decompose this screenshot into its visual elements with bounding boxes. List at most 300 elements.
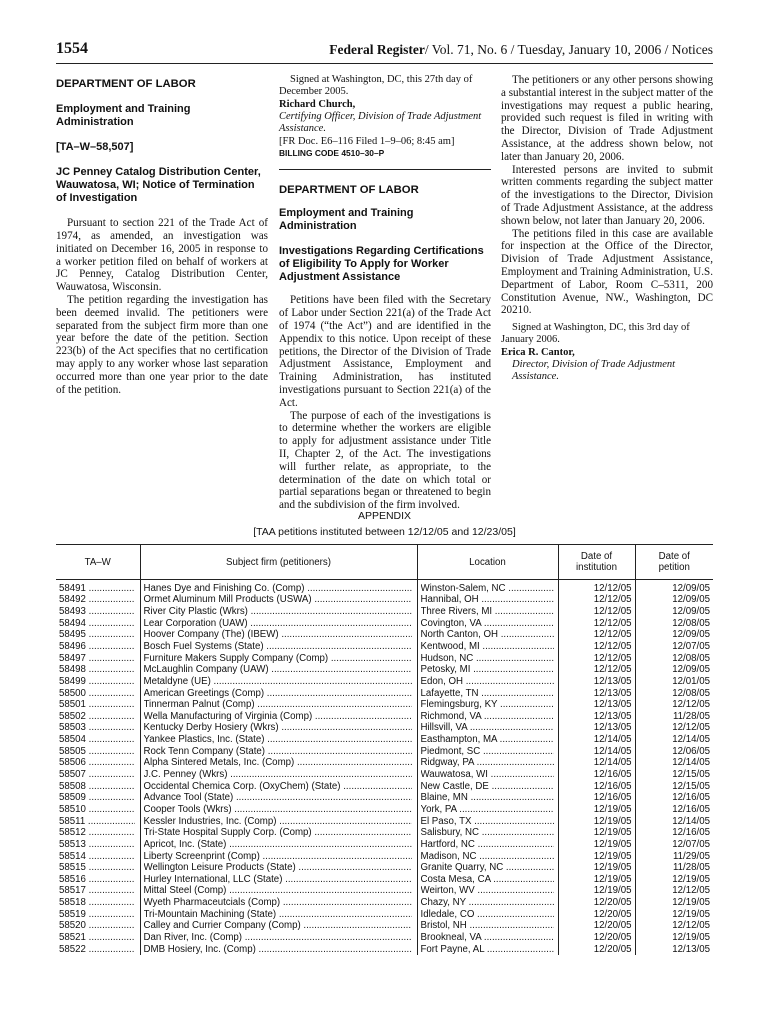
- column-1: [56, 74, 268, 396]
- notice2-signed: Signed at Washington, DC, this 3rd day of January 2006.: [501, 322, 690, 346]
- ta-w-number-text: 58499 .....: [59, 676, 135, 687]
- location-text: Wauwatosa, WI .....: [421, 769, 554, 780]
- cell-date-of-institution: [558, 734, 635, 746]
- cell-date-of-institution: [558, 606, 635, 618]
- cell-ta-w-number: [56, 885, 140, 897]
- cell-date-of-petition: [635, 932, 713, 944]
- date-of-institution-text: 12/16/05: [593, 792, 632, 804]
- subject-firm-text: Calley and Currier Company (Comp) .....: [144, 920, 412, 931]
- ta-w-number-text: 58506 .....: [59, 757, 135, 768]
- table-row: [56, 699, 713, 711]
- subject-firm-text: Hurley International, LLC (State) .....: [144, 874, 412, 885]
- notice1-signed: Signed at Washington, DC, this 27th day of December 2005.: [279, 74, 473, 97]
- cell-date-of-institution: [558, 815, 635, 827]
- date-of-petition-text: 12/09/05: [672, 583, 710, 595]
- date-of-institution-text: 12/19/05: [593, 850, 632, 862]
- date-of-petition-text: 12/08/05: [672, 687, 710, 699]
- date-of-institution-text: 12/12/05: [593, 617, 632, 629]
- subject-firm-text: Ormet Aluminum Mill Products (USWA) .....: [144, 594, 412, 605]
- cell-date-of-institution: [558, 676, 635, 688]
- cell-location: [417, 897, 558, 909]
- date-of-petition-text: 12/19/05: [672, 908, 710, 920]
- date-of-petition-text: 12/14/05: [672, 815, 710, 827]
- location-text: Blaine, MN .....: [421, 792, 554, 803]
- location-text: Fort Payne, AL .....: [421, 944, 554, 955]
- cell-subject-firm: [140, 920, 417, 932]
- cell-subject-firm: [140, 897, 417, 909]
- date-of-institution-text: 12/13/05: [593, 699, 632, 711]
- cell-date-of-petition: [635, 641, 713, 653]
- cell-date-of-institution: [558, 908, 635, 920]
- appendix-heading: [56, 508, 713, 540]
- location-text: North Canton, OH .....: [421, 629, 554, 640]
- cell-location: [417, 804, 558, 816]
- cell-location: [417, 734, 558, 746]
- location-text: Granite Quarry, NC .....: [421, 862, 554, 873]
- cell-ta-w-number: [56, 804, 140, 816]
- table-row: [56, 617, 713, 629]
- cell-ta-w-number: [56, 745, 140, 757]
- table-row: [56, 920, 713, 932]
- cell-ta-w-number: [56, 932, 140, 944]
- cell-date-of-petition: [635, 711, 713, 723]
- cell-date-of-institution: [558, 687, 635, 699]
- location-text: Hillsvill, VA .....: [421, 722, 554, 733]
- cell-ta-w-number: [56, 873, 140, 885]
- date-of-petition-text: 12/19/05: [672, 897, 710, 909]
- cell-date-of-petition: [635, 617, 713, 629]
- cell-ta-w-number: [56, 815, 140, 827]
- date-of-institution-text: 12/13/05: [593, 710, 632, 722]
- ta-w-number-text: 58509 .....: [59, 792, 135, 803]
- subject-firm-text: Bosch Fuel Systems (State) .....: [144, 641, 412, 652]
- table-row: [56, 594, 713, 606]
- cell-ta-w-number: [56, 920, 140, 932]
- date-of-institution-text: 12/12/05: [593, 652, 632, 664]
- cell-location: [417, 885, 558, 897]
- cell-date-of-petition: [635, 580, 713, 595]
- cell-subject-firm: [140, 734, 417, 746]
- table-row: [56, 629, 713, 641]
- cell-date-of-institution: [558, 629, 635, 641]
- date-of-institution-text: 12/20/05: [593, 908, 632, 920]
- subject-firm-text: Occidental Chemica Corp. (OxyChem) (State) .....: [144, 781, 412, 792]
- table-row: [56, 652, 713, 664]
- ta-w-number-text: 58516 .....: [59, 874, 135, 885]
- ta-w-number-text: 58514 .....: [59, 851, 135, 862]
- date-of-institution-text: 12/14/05: [593, 734, 632, 746]
- cell-ta-w-number: [56, 699, 140, 711]
- date-of-petition-text: 12/08/05: [672, 652, 710, 664]
- cell-date-of-petition: [635, 664, 713, 676]
- cell-subject-firm: [140, 943, 417, 955]
- cell-ta-w-number: [56, 908, 140, 920]
- ta-w-number-text: 58513 .....: [59, 839, 135, 850]
- cell-ta-w-number: [56, 792, 140, 804]
- cell-location: [417, 711, 558, 723]
- cell-date-of-institution: [558, 641, 635, 653]
- table-row: [56, 676, 713, 688]
- notice2-title: Investigations Regarding Certifications of Eligibility To Apply for Worker Adjustment Assistance: [279, 244, 484, 284]
- cell-subject-firm: [140, 839, 417, 851]
- table-row: [56, 580, 713, 595]
- cell-ta-w-number: [56, 850, 140, 862]
- cell-date-of-petition: [635, 850, 713, 862]
- cell-subject-firm: [140, 652, 417, 664]
- cell-ta-w-number: [56, 652, 140, 664]
- date-of-petition-text: 12/15/05: [672, 769, 710, 781]
- location-text: Petosky, MI .....: [421, 664, 554, 675]
- ta-w-number-text: 58522 .....: [59, 944, 135, 955]
- table-row: [56, 897, 713, 909]
- cell-date-of-petition: [635, 908, 713, 920]
- cell-location: [417, 699, 558, 711]
- cell-location: [417, 757, 558, 769]
- cell-location: [417, 862, 558, 874]
- table-row: [56, 792, 713, 804]
- date-of-institution-text: 12/12/05: [593, 606, 632, 618]
- subject-firm-text: Kessler Industries, Inc. (Comp) .....: [144, 816, 412, 827]
- location-text: Richmond, VA .....: [421, 711, 554, 722]
- ta-w-number-text: 58495 .....: [59, 629, 135, 640]
- cell-ta-w-number: [56, 676, 140, 688]
- table-row: [56, 932, 713, 944]
- cell-subject-firm: [140, 641, 417, 653]
- notice2-agency: Employment and Training Administration: [279, 206, 414, 232]
- column-header-date-institution: Date of institution: [558, 545, 635, 580]
- location-text: Covington, VA .....: [421, 618, 554, 629]
- cell-ta-w-number: [56, 641, 140, 653]
- notice-divider: [279, 169, 491, 170]
- date-of-petition-text: 11/28/05: [673, 862, 710, 874]
- petitions-table: [56, 544, 713, 955]
- subject-firm-text: Yankee Plastics, Inc. (State) .....: [144, 734, 412, 745]
- cell-date-of-petition: [635, 722, 713, 734]
- location-text: Hannibal, OH .....: [421, 594, 554, 605]
- subject-firm-text: Alpha Sintered Metals, Inc. (Comp) .....: [144, 757, 412, 768]
- cell-date-of-institution: [558, 664, 635, 676]
- location-text: Piedmont, SC .....: [421, 746, 554, 757]
- cell-date-of-petition: [635, 804, 713, 816]
- subject-firm-text: Kentucky Derby Hosiery (Wkrs) .....: [144, 722, 412, 733]
- date-of-petition-text: 12/07/05: [672, 838, 710, 850]
- cell-date-of-petition: [635, 827, 713, 839]
- subject-firm-text: Metaldyne (UE) .....: [144, 676, 412, 687]
- date-of-petition-text: 12/16/05: [672, 792, 710, 804]
- notice1-docket: [TA–W–58,507]: [56, 140, 134, 153]
- cell-location: [417, 850, 558, 862]
- cell-ta-w-number: [56, 862, 140, 874]
- date-of-petition-text: 12/06/05: [672, 745, 710, 757]
- cell-ta-w-number: [56, 594, 140, 606]
- cell-date-of-institution: [558, 757, 635, 769]
- date-of-institution-text: 12/19/05: [593, 815, 632, 827]
- cell-date-of-institution: [558, 792, 635, 804]
- cell-ta-w-number: [56, 897, 140, 909]
- date-of-institution-text: 12/13/05: [593, 675, 632, 687]
- cell-date-of-institution: [558, 722, 635, 734]
- table-row: [56, 862, 713, 874]
- date-of-institution-text: 12/20/05: [593, 931, 632, 943]
- table-row: [56, 664, 713, 676]
- date-of-institution-text: 12/19/05: [593, 862, 632, 874]
- table-header-row: [56, 545, 713, 580]
- location-text: Edon, OH .....: [421, 676, 554, 687]
- table-row: [56, 815, 713, 827]
- table-row: [56, 722, 713, 734]
- ta-w-number-text: 58505 .....: [59, 746, 135, 757]
- notice1-agency: Employment and Training Administration: [56, 102, 191, 128]
- date-of-petition-text: 12/19/05: [672, 873, 710, 885]
- date-of-petition-text: 12/07/05: [672, 640, 710, 652]
- cell-subject-firm: [140, 769, 417, 781]
- ta-w-number-text: 58520 .....: [59, 920, 135, 931]
- cell-ta-w-number: [56, 687, 140, 699]
- appendix-title: APPENDIX: [357, 510, 412, 522]
- cell-ta-w-number: [56, 769, 140, 781]
- ta-w-number-text: 58519 .....: [59, 909, 135, 920]
- cell-ta-w-number: [56, 580, 140, 595]
- subject-firm-text: Wyeth Pharmaceutcials (Comp) .....: [144, 897, 412, 908]
- location-text: Flemingsburg, KY .....: [421, 699, 554, 710]
- cell-date-of-petition: [635, 687, 713, 699]
- table-row: [56, 873, 713, 885]
- cell-date-of-institution: [558, 580, 635, 595]
- cell-ta-w-number: [56, 617, 140, 629]
- running-head: [329, 42, 713, 58]
- ta-w-number-text: 58518 .....: [59, 897, 135, 908]
- notice1-paragraph: Pursuant to section 221 of the Trade Act of 1974, as amended, an investigation was initiated on December 16, 2005 in response to a worker petition filed on behalf of workers at JC Penney, Catalog Distribution Center, Wauwatosa, Wisconsin.: [56, 217, 268, 294]
- table-row: [56, 908, 713, 920]
- subject-firm-text: McLaughlin Company (UAW) .....: [144, 664, 412, 675]
- date-of-petition-text: 12/09/05: [672, 594, 710, 606]
- date-of-petition-text: 12/13/05: [672, 943, 710, 955]
- date-of-institution-text: 12/12/05: [593, 664, 632, 676]
- location-text: Winston-Salem, NC .....: [421, 583, 554, 594]
- cell-subject-firm: [140, 629, 417, 641]
- appendix-subtitle: [TAA petitions instituted between 12/12/05 and 12/23/05]: [253, 526, 516, 538]
- cell-location: [417, 873, 558, 885]
- cell-subject-firm: [140, 827, 417, 839]
- table-row: [56, 757, 713, 769]
- notice2-signer-title: Director, Division of Trade Adjustment Assistance.: [512, 359, 676, 383]
- date-of-institution-text: 12/20/05: [593, 897, 632, 909]
- notice1-department: DEPARTMENT OF LABOR: [56, 78, 196, 90]
- date-of-institution-text: 12/19/05: [593, 838, 632, 850]
- table-row: [56, 687, 713, 699]
- location-text: Salisbury, NC .....: [421, 827, 554, 838]
- cell-subject-firm: [140, 676, 417, 688]
- table-row: [56, 711, 713, 723]
- cell-ta-w-number: [56, 664, 140, 676]
- location-text: Kentwood, MI .....: [421, 641, 554, 652]
- cell-date-of-petition: [635, 862, 713, 874]
- date-of-petition-text: 12/12/05: [672, 920, 710, 932]
- page-header: [56, 40, 713, 64]
- cell-subject-firm: [140, 885, 417, 897]
- cell-location: [417, 827, 558, 839]
- cell-location: [417, 943, 558, 955]
- cell-date-of-institution: [558, 897, 635, 909]
- notice1-fr-doc: [FR Doc. E6–116 Filed 1–9–06; 8:45 am]: [279, 136, 455, 147]
- cell-date-of-petition: [635, 699, 713, 711]
- cell-date-of-institution: [558, 839, 635, 851]
- subject-firm-text: Lear Corporation (UAW) .....: [144, 618, 412, 629]
- cell-location: [417, 932, 558, 944]
- cell-date-of-institution: [558, 769, 635, 781]
- cell-subject-firm: [140, 617, 417, 629]
- cell-date-of-petition: [635, 606, 713, 618]
- table-row: [56, 769, 713, 781]
- subject-firm-text: Mittal Steel (Comp) .....: [144, 885, 412, 896]
- cell-location: [417, 580, 558, 595]
- subject-firm-text: Apricot, Inc. (State) .....: [144, 839, 412, 850]
- ta-w-number-text: 58492 .....: [59, 594, 135, 605]
- cell-location: [417, 617, 558, 629]
- date-of-institution-text: 12/19/05: [593, 885, 632, 897]
- subject-firm-text: Furniture Makers Supply Company (Comp) .....: [144, 653, 412, 664]
- table-row: [56, 943, 713, 955]
- cell-subject-firm: [140, 873, 417, 885]
- location-text: Costa Mesa, CA .....: [421, 874, 554, 885]
- notice1-signer-name: Richard Church,: [279, 99, 356, 110]
- cell-subject-firm: [140, 908, 417, 920]
- cell-ta-w-number: [56, 839, 140, 851]
- date-of-institution-text: 12/12/05: [593, 640, 632, 652]
- cell-date-of-petition: [635, 780, 713, 792]
- cell-date-of-institution: [558, 804, 635, 816]
- issue-info: / Vol. 71, No. 6 / Tuesday, January 10, 2006 / Notices: [424, 42, 713, 57]
- date-of-institution-text: 12/16/05: [593, 769, 632, 781]
- location-text: York, PA .....: [421, 804, 554, 815]
- date-of-petition-text: 12/09/05: [672, 664, 710, 676]
- cell-subject-firm: [140, 606, 417, 618]
- cell-date-of-institution: [558, 873, 635, 885]
- ta-w-number-text: 58502 .....: [59, 711, 135, 722]
- notice2-paragraph: The petitioners or any other persons showing a substantial interest in the subject matter of the investigations may request a public hearing, provided such request is filed in writing with the Director, Division of Trade Adjustment Assistance, at the address shown below, not later than January 20, 2006.: [501, 74, 713, 163]
- notice2-paragraph: The petitions filed in this case are available for inspection at the Office of the Director, Division of Trade Adjustment Assistance, Employment and Training Administration, U.S. Department of Labor, Room C–5311, 200 Constitution Avenue, NW., Washington, DC 20210.: [501, 227, 713, 317]
- cell-subject-firm: [140, 804, 417, 816]
- cell-location: [417, 687, 558, 699]
- cell-ta-w-number: [56, 827, 140, 839]
- date-of-institution-text: 12/12/05: [593, 629, 632, 641]
- cell-location: [417, 594, 558, 606]
- location-text: Hartford, NC .....: [421, 839, 554, 850]
- ta-w-number-text: 58496 .....: [59, 641, 135, 652]
- cell-location: [417, 920, 558, 932]
- notice2-signer-name: Erica R. Cantor,: [501, 347, 575, 359]
- cell-ta-w-number: [56, 606, 140, 618]
- cell-location: [417, 629, 558, 641]
- ta-w-number-text: 58511 .....: [59, 816, 135, 827]
- column-header-ta-w: TA–W: [56, 545, 140, 580]
- date-of-institution-text: 12/14/05: [593, 757, 632, 769]
- cell-date-of-petition: [635, 873, 713, 885]
- date-of-institution-text: 12/19/05: [593, 803, 632, 815]
- cell-date-of-institution: [558, 617, 635, 629]
- ta-w-number-text: 58497 .....: [59, 653, 135, 664]
- date-of-petition-text: 12/14/05: [672, 734, 710, 746]
- cell-date-of-petition: [635, 676, 713, 688]
- ta-w-number-text: 58498 .....: [59, 664, 135, 675]
- ta-w-number-text: 58491 .....: [59, 583, 135, 594]
- notice1-signer-title: Certifying Officer, Division of Trade Adjustment Assistance.: [279, 111, 482, 134]
- date-of-petition-text: 12/08/05: [672, 617, 710, 629]
- date-of-petition-text: 12/01/05: [672, 675, 710, 687]
- date-of-institution-text: 12/13/05: [593, 687, 632, 699]
- cell-subject-firm: [140, 664, 417, 676]
- cell-date-of-petition: [635, 594, 713, 606]
- column-2: [279, 74, 491, 512]
- cell-location: [417, 606, 558, 618]
- cell-date-of-petition: [635, 757, 713, 769]
- cell-ta-w-number: [56, 734, 140, 746]
- date-of-institution-text: 12/19/05: [593, 873, 632, 885]
- notice2-paragraph: Petitions have been filed with the Secretary of Labor under Section 221(a) of the Trade Act of 1974 (“the Act”) and are identified in the Appendix to this notice. Upon receipt of these petitions, the Director of the Division of Trade Adjustment Assistance, Employment and Training Administration, has instituted investigations pursuant to Section 221(a) of the Act.: [279, 294, 491, 409]
- date-of-petition-text: 12/09/05: [672, 606, 710, 618]
- date-of-petition-text: 12/19/05: [672, 931, 710, 943]
- cell-subject-firm: [140, 815, 417, 827]
- cell-location: [417, 722, 558, 734]
- subject-firm-text: J.C. Penney (Wkrs) .....: [144, 769, 412, 780]
- table-row: [56, 734, 713, 746]
- subject-firm-text: Tri-Mountain Machining (State) .....: [144, 909, 412, 920]
- location-text: Hudson, NC .....: [421, 653, 554, 664]
- cell-date-of-institution: [558, 594, 635, 606]
- date-of-petition-text: 12/14/05: [672, 757, 710, 769]
- date-of-petition-text: 11/28/05: [673, 710, 710, 722]
- date-of-institution-text: 12/19/05: [593, 827, 632, 839]
- notice2-paragraph: The purpose of each of the investigations is to determine whether the workers are eligible to apply for adjustment assistance under Title II, Chapter 2, of the Act. The investigations will further relate, as appropriate, to the determination of the date on which total or partial separations began or threatened to begin and the subdivision of the firm involved.: [279, 409, 491, 512]
- table-row: [56, 827, 713, 839]
- cell-date-of-institution: [558, 699, 635, 711]
- subject-firm-text: Advance Tool (State) .....: [144, 792, 412, 803]
- cell-date-of-institution: [558, 745, 635, 757]
- table-body: [56, 580, 713, 955]
- cell-subject-firm: [140, 745, 417, 757]
- date-of-petition-text: 12/09/05: [672, 629, 710, 641]
- subject-firm-text: Wella Manufacturing of Virginia (Comp) .....: [144, 711, 412, 722]
- subject-firm-text: Hanes Dye and Finishing Co. (Comp) .....: [144, 583, 412, 594]
- date-of-institution-text: 12/13/05: [593, 722, 632, 734]
- subject-firm-text: Rock Tenn Company (State) .....: [144, 746, 412, 757]
- table-row: [56, 606, 713, 618]
- location-text: Easthampton, MA .....: [421, 734, 554, 745]
- subject-firm-text: Dan River, Inc. (Comp) .....: [144, 932, 412, 943]
- date-of-petition-text: 11/29/05: [673, 850, 710, 862]
- cell-date-of-petition: [635, 885, 713, 897]
- location-text: Idledale, CO .....: [421, 909, 554, 920]
- column-header-subject-firm: Subject firm (petitioners): [140, 545, 417, 580]
- column-header-date-petition: Date of petition: [635, 545, 713, 580]
- subject-firm-text: River City Plastic (Wkrs) .....: [144, 606, 412, 617]
- cell-subject-firm: [140, 792, 417, 804]
- cell-location: [417, 652, 558, 664]
- cell-date-of-petition: [635, 839, 713, 851]
- cell-subject-firm: [140, 757, 417, 769]
- ta-w-number-text: 58504 .....: [59, 734, 135, 745]
- cell-ta-w-number: [56, 722, 140, 734]
- cell-date-of-institution: [558, 711, 635, 723]
- cell-ta-w-number: [56, 757, 140, 769]
- location-text: Weirton, WV .....: [421, 885, 554, 896]
- cell-subject-firm: [140, 850, 417, 862]
- column-3: [501, 74, 713, 383]
- ta-w-number-text: 58517 .....: [59, 885, 135, 896]
- cell-subject-firm: [140, 580, 417, 595]
- cell-date-of-institution: [558, 850, 635, 862]
- location-text: Three Rivers, MI .....: [421, 606, 554, 617]
